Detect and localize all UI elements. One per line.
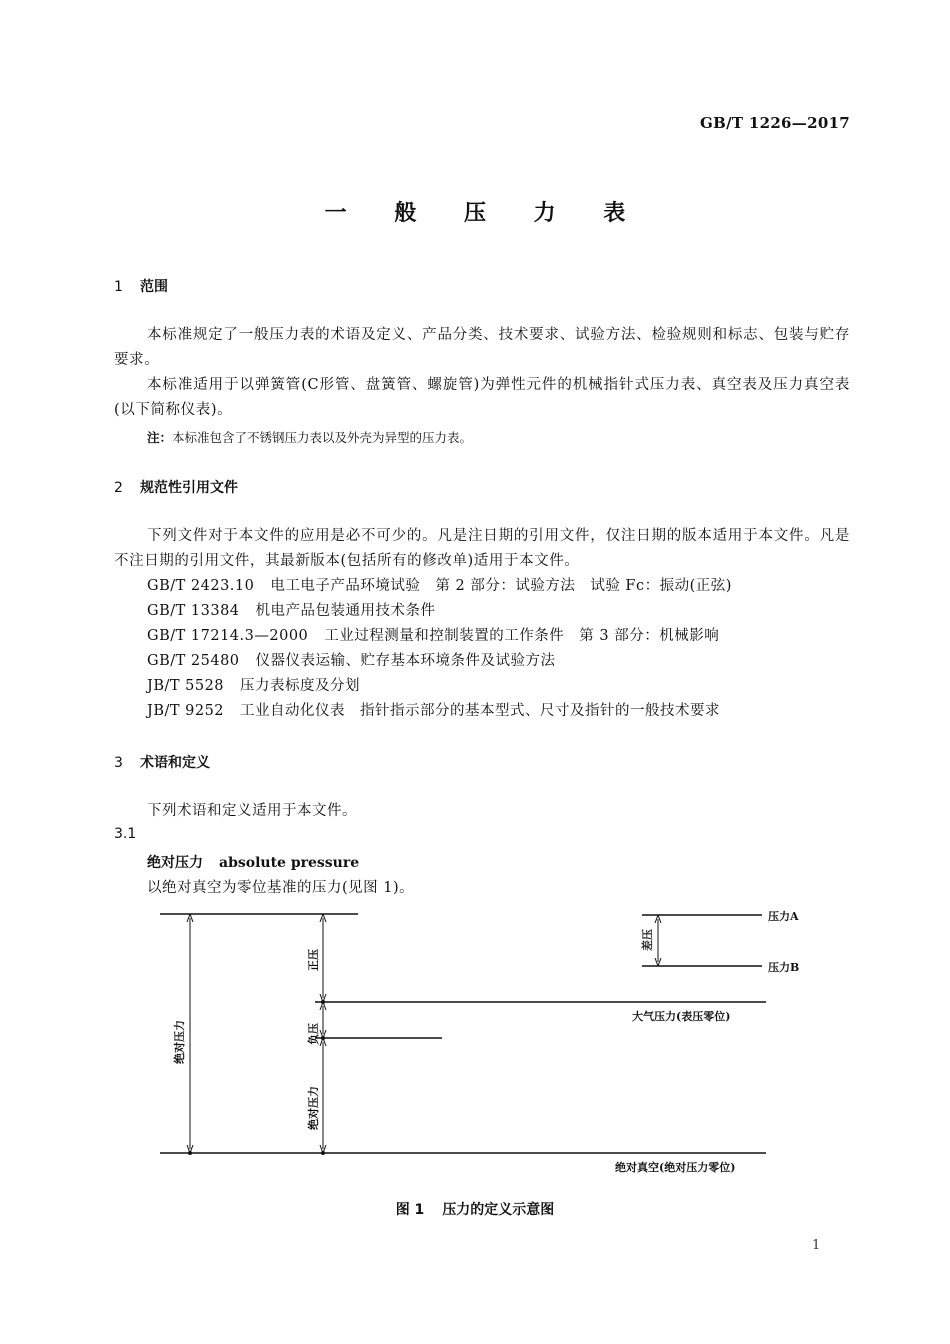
section-3-title: 术语和定义 (140, 755, 210, 771)
reference-code: JB/T 9252 (147, 703, 225, 719)
term-english: absolute pressure (219, 855, 360, 871)
reference-title: 工业过程测量和控制装置的工作条件 第 3 部分：机械影响 (324, 628, 720, 644)
note-label: 注： (147, 430, 173, 445)
figure-number: 图 1 (395, 1202, 425, 1218)
reference-title: 压力表标度及分划 (240, 678, 361, 694)
section-2-title: 规范性引用文件 (140, 480, 238, 496)
term-definition: 以绝对真空为零位基准的压力(见图 1)。 (147, 880, 415, 896)
term-number: 3.1 (114, 826, 137, 842)
scope-paragraph-1: 本标准规定了一般压力表的术语及定义、产品分类、技术要求、试验方法、检验规则和标志、包装与贮存要求。 (114, 327, 850, 368)
reference-code: GB/T 13384 (147, 603, 240, 619)
label-differential-pressure: 差压 (641, 929, 654, 951)
page-number: 1 (812, 1238, 821, 1253)
section-2-number: 2 (114, 480, 123, 496)
label-absolute-vacuum: 绝对真空(绝对压力零位) (615, 1161, 736, 1174)
reference-code: JB/T 5528 (147, 678, 225, 694)
label-pressure-a: 压力A (768, 910, 799, 923)
figure-caption (0, 1199, 950, 1219)
scope-paragraph-2: 本标准适用于以弹簧管(C形管、盘簧管、螺旋管)为弹性元件的机械指针式压力表、真空表及压力真空表(以下简称仪表)。 (114, 377, 850, 418)
label-absolute-pressure-mid: 绝对压力 (307, 1086, 320, 1130)
section-1-title: 范围 (140, 279, 168, 295)
label-atmospheric: 大气压力(表压零位) (632, 1010, 731, 1023)
reference-code: GB/T 17214.3—2000 (147, 628, 309, 644)
label-positive-pressure: 正压 (307, 949, 320, 971)
reference-title: 电工电子产品环境试验 第 2 部分：试验方法 试验 Fc：振动(正弦) (270, 578, 732, 594)
reference-title: 工业自动化仪表 指针指示部分的基本型式、尺寸及指针的一般技术要求 (240, 703, 721, 719)
note-text: 本标准包含了不锈钢压力表以及外壳为异型的压力表。 (172, 430, 473, 445)
term-chinese: 绝对压力 (147, 855, 203, 871)
section-3-number: 3 (114, 755, 123, 771)
section-1-number: 1 (114, 279, 123, 295)
references-intro: 下列文件对于本文件的应用是必不可少的。凡是注日期的引用文件，仅注日期的版本适用于本文件。凡是不注日期的引用文件，其最新版本(包括所有的修改单)适用于本文件。 (114, 528, 850, 569)
label-pressure-b: 压力B (768, 961, 800, 974)
reference-code: GB/T 2423.10 (147, 578, 255, 594)
label-absolute-pressure-left: 绝对压力 (173, 1020, 186, 1064)
reference-title: 仪器仪表运输、贮存基本环境条件及试验方法 (255, 653, 556, 669)
standard-code: GB/T 1226—2017 (700, 114, 851, 132)
document-title: 一 般 压 力 表 (324, 200, 646, 226)
terms-intro: 下列术语和定义适用于本文件。 (147, 803, 357, 819)
reference-code: GB/T 25480 (147, 653, 240, 669)
reference-title: 机电产品包装通用技术条件 (255, 603, 436, 619)
figure-title: 压力的定义示意图 (442, 1202, 555, 1218)
label-negative-pressure: 负压 (307, 1023, 320, 1045)
